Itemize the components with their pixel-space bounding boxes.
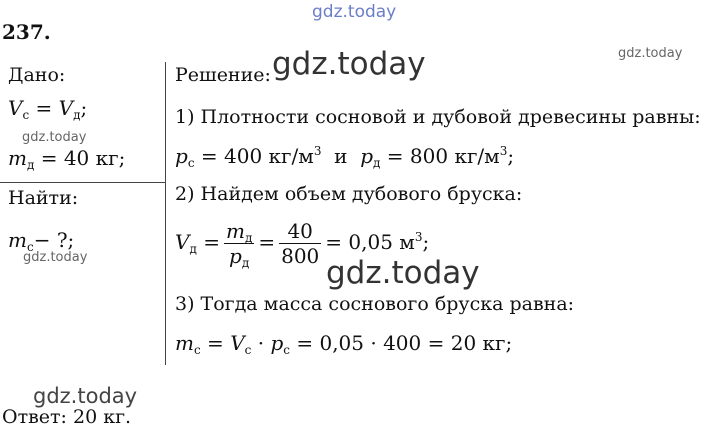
watermark-find: gdz.today: [23, 250, 88, 265]
given-line-1: $V_c = V_д$;: [8, 96, 88, 122]
problem-number: 237.: [2, 20, 51, 44]
step3-text: 3) Тогда масса соснового бруска равна:: [175, 293, 575, 315]
watermark-bottom: gdz.today: [33, 384, 138, 408]
watermark-top-right: gdz.today: [618, 46, 683, 61]
watermark-solution: gdz.today: [272, 46, 426, 82]
watermark-top: gdz.today: [312, 2, 397, 22]
step2-formula: $V_д$ = $\frac{m_д}{p_д}$ = $\frac{40}{800}$ = 0,05 $м^3$;: [175, 219, 430, 270]
step1-formula: $p_c = 400$ $кг/м^3$ и $p_д = 800$ $кг/м^3$;: [175, 144, 515, 170]
watermark-given: gdz.today: [22, 130, 87, 145]
solution-label: Решение:: [175, 64, 271, 86]
answer: Ответ: 20 кг.: [2, 406, 132, 428]
step3-formula: $m_c = V_c \cdot p_c = 0,05 \cdot 400 = 20$ кг;: [175, 331, 513, 357]
vertical-divider: [165, 62, 166, 365]
given-line-2: $m_д = 40$ кг;: [8, 146, 126, 172]
step2-text: 2) Найдем объем дубового бруска:: [175, 183, 523, 205]
watermark-middle: gdz.today: [326, 255, 480, 291]
given-label: Дано:: [8, 64, 66, 86]
step1-text: 1) Плотности сосновой и дубовой древесины равны:: [175, 106, 701, 128]
find-label: Найти:: [8, 187, 79, 209]
find-line-1: $m_c-$ ?;: [8, 228, 75, 254]
horizontal-divider: [0, 182, 166, 183]
